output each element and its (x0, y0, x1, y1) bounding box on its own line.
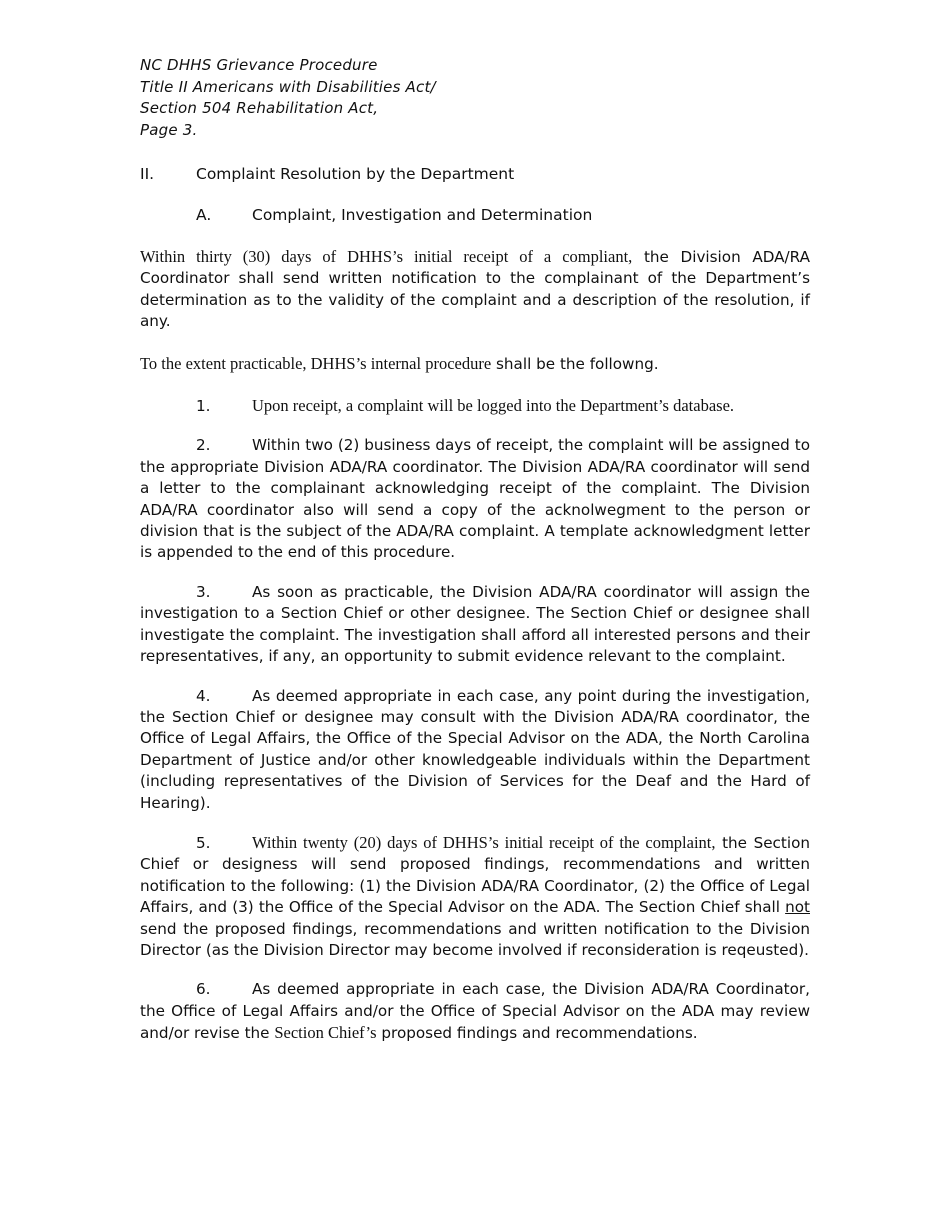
list-item-4 (140, 686, 810, 814)
list-item-3 (140, 582, 810, 668)
extent-serif-text: To the extent practicable, DHHS’s internal procedure (140, 353, 492, 373)
item-5-serif-text: Within twenty (20) days of DHHS’s initial receipt of the complaint, (252, 832, 716, 852)
item-5-underlined-word: not (785, 898, 810, 917)
running-header (140, 55, 810, 141)
list-item-1 (140, 395, 810, 417)
list-item-6 (140, 979, 810, 1044)
item-2-text: Within two (2) business days of receipt, the complaint will be assigned to the appropriate Division ADA/RA coordinator. The Division ADA/RA coordinator will send a letter to the complainant acknowledging receipt of the complaint. The Division ADA/RA coordinator also will send a copy of the acknolwegment to the person or division that is the subject of the ADA/RA complaint. A template acknowledgment letter is appended to the end of this procedure. (140, 436, 810, 562)
header-line-2: Title II Americans with Disabilities Act/ (140, 77, 436, 96)
item-5-text-after: send the proposed findings, recommendations and written notification to the Division Director (as the Division Director may become involved if reconsideration is reqeusted). (140, 919, 810, 959)
intro-paragraph (140, 246, 810, 333)
header-line-3: Section 504 Rehabilitation Act, (140, 99, 379, 117)
item-6-number: 6. (196, 980, 211, 999)
section-heading (140, 163, 810, 185)
item-5-number: 5. (196, 833, 211, 852)
header-line-4: Page 3. (140, 120, 198, 139)
list-item-2 (140, 435, 810, 563)
extent-paragraph (140, 353, 810, 375)
item-1-text: Upon receipt, a complaint will be logged into the Department’s database. (252, 396, 735, 416)
item-3-number: 3. (196, 582, 211, 601)
item-3-text: As soon as practicable, the Division ADA/RA coordinator will assign the investigation to a Section Chief or other designee. The Section Chief or designee shall investigate the complaint. The investigation shall afford all interested persons and their representatives, if any, an opportunity to submit evidence relevant to the complaint. (140, 582, 810, 666)
document-page (140, 55, 810, 1045)
extent-sans-text: shall be the followng. (491, 354, 659, 373)
item-6-text-after: proposed findings and recommendations. (376, 1024, 698, 1043)
item-5-text-before: the Section Chief or designess will send proposed findings, recommendations and written notification to the following: (1) the Division ADA/RA Coordinator, (2) the Office of Legal Affairs, and (3) the Office of the Special Advisor on the ADA. The Section Chief shall (140, 833, 810, 917)
item-6-text-before: As deemed appropriate in each case, the Division ADA/RA Coordinator, the Office of Legal Affairs and/or the Office of Special Advisor on the ADA may review and/or revise the (140, 980, 810, 1043)
subsection-title: Complaint, Investigation and Determination (252, 206, 593, 224)
item-1-number: 1. (196, 397, 211, 416)
list-item-5 (140, 832, 810, 961)
header-line-1: NC DHHS Grievance Procedure (140, 56, 378, 74)
item-6-serif-text: Section Chief’s (274, 1023, 377, 1043)
item-4-text: As deemed appropriate in each case, any point during the investigation, the Section Chief or designee may consult with the Division ADA/RA coordinator, the Office of Legal Affairs, the Office of the Special Advisor on the ADA, the North Carolina Department of Justice and/or other knowledgeable individuals within the Department (including representatives of the Division of Services for the Deaf and the Hard of Hearing). (140, 686, 810, 812)
intro-sans-text: the Division ADA/RA Coordinator shall send written notification to the complainant of the Department’s determination as to the validity of the complaint and a description of the resolution, if any. (140, 248, 810, 331)
intro-serif-text: Within thirty (30) days of DHHS’s initial receipt of a compliant, (140, 247, 633, 266)
subsection-letter: A. (196, 206, 212, 224)
subsection-heading (140, 204, 810, 226)
item-4-number: 4. (196, 686, 211, 705)
item-2-number: 2. (196, 436, 211, 455)
section-number: II. (140, 165, 155, 183)
section-title: Complaint Resolution by the Department (196, 165, 515, 183)
